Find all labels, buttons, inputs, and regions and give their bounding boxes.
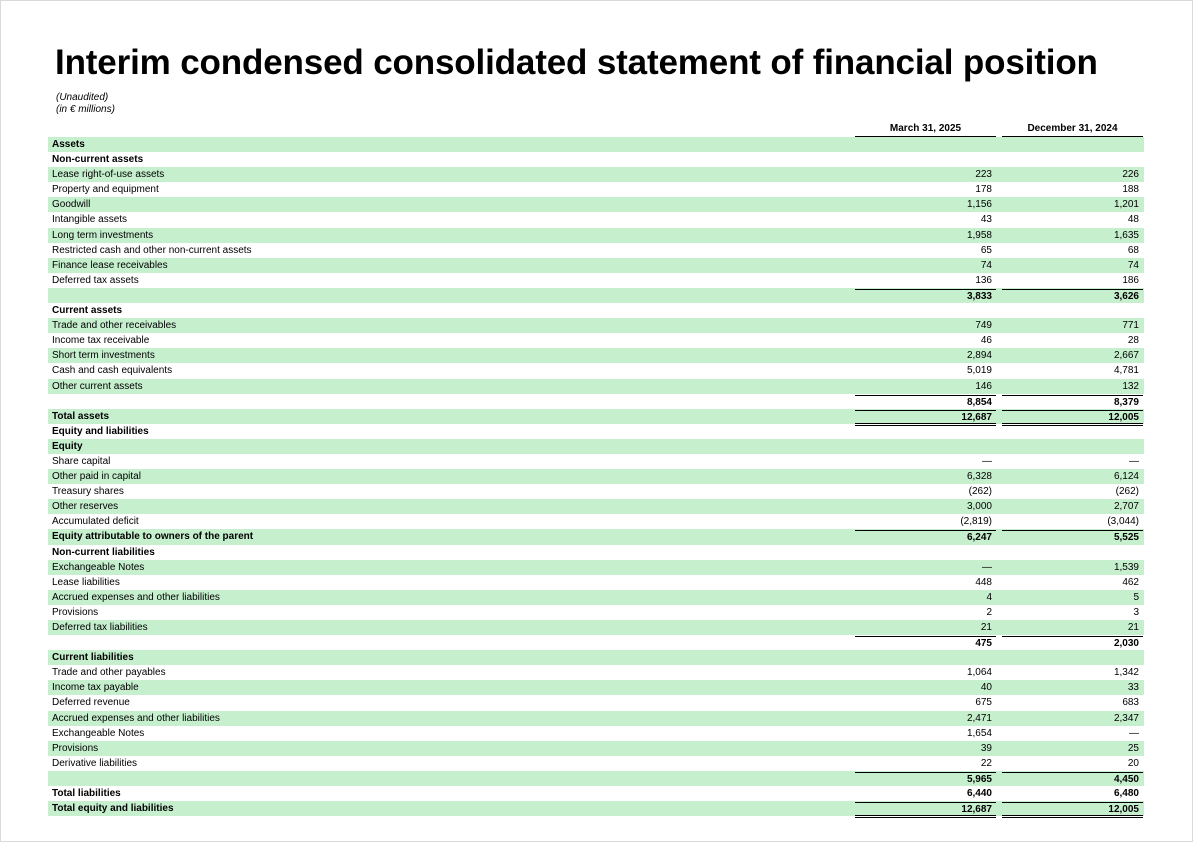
row-label: Trade and other payables [52, 667, 166, 679]
value-december-2024: 132 [1122, 380, 1139, 392]
row-label: Equity [52, 440, 83, 452]
value-march-2025: (262) [968, 486, 992, 498]
value-march-2025: 475 [855, 636, 996, 649]
value-december-2024: 5 [1133, 591, 1139, 603]
value-march-2025: — [982, 455, 992, 467]
value-december-2024: 188 [1122, 184, 1139, 196]
statement-table [48, 137, 1144, 816]
table-row [48, 590, 1144, 605]
value-december-2024: 5,525 [1002, 530, 1143, 543]
row-label: Accrued expenses and other liabilities [52, 591, 220, 603]
row-label: Intangible assets [52, 214, 128, 226]
row-label: Share capital [52, 455, 111, 467]
value-march-2025: 5,019 [966, 365, 992, 377]
table-row [48, 499, 1144, 514]
table-row [48, 273, 1144, 288]
value-march-2025: 8,854 [855, 395, 996, 408]
table-row [48, 258, 1144, 273]
value-march-2025: — [982, 561, 992, 573]
table-row [48, 167, 1144, 182]
value-december-2024: 771 [1122, 320, 1139, 332]
value-march-2025: 12,687 [855, 410, 996, 426]
value-march-2025: 65 [980, 244, 992, 256]
table-row [48, 665, 1144, 680]
page-title: Interim condensed consolidated statement of financial position [55, 43, 1098, 82]
value-december-2024: 1,539 [1113, 561, 1139, 573]
value-march-2025: 749 [975, 320, 992, 332]
value-december-2024: 2,030 [1002, 636, 1143, 649]
value-december-2024: 1,342 [1113, 667, 1139, 679]
subtotal-row [48, 635, 1144, 650]
row-label: Current assets [52, 305, 123, 317]
row-label: Property and equipment [52, 184, 159, 196]
value-december-2024: 2,707 [1113, 501, 1139, 513]
value-december-2024: (3,044) [1107, 516, 1139, 528]
table-row [48, 741, 1144, 756]
value-december-2024: 6,124 [1113, 471, 1139, 483]
row-label: Provisions [52, 606, 99, 618]
value-march-2025: 4 [986, 591, 992, 603]
table-row [48, 243, 1144, 258]
value-december-2024: 4,450 [1002, 772, 1143, 785]
table-row [48, 333, 1144, 348]
table-row [48, 228, 1144, 243]
subtotal-row [48, 288, 1144, 303]
row-label: Long term investments [52, 229, 154, 241]
row-label: Accrued expenses and other liabilities [52, 712, 220, 724]
value-december-2024: — [1129, 727, 1139, 739]
row-label: Exchangeable Notes [52, 727, 145, 739]
table-row [48, 137, 1144, 152]
table-row [48, 726, 1144, 741]
value-march-2025: 22 [980, 757, 992, 769]
value-march-2025: 6,440 [966, 788, 992, 800]
table-row [48, 529, 1144, 544]
row-label: Trade and other receivables [52, 320, 177, 332]
table-row [48, 348, 1144, 363]
table-row [48, 620, 1144, 635]
value-march-2025: 136 [975, 274, 992, 286]
value-march-2025: 1,064 [966, 667, 992, 679]
value-march-2025: 74 [980, 259, 992, 271]
value-march-2025: 21 [980, 622, 992, 633]
value-march-2025: 6,247 [855, 530, 996, 543]
row-label: Short term investments [52, 350, 155, 362]
value-december-2024: 3 [1133, 606, 1139, 618]
table-row [48, 318, 1144, 333]
table-row [48, 439, 1144, 454]
row-label: Total liabilities [52, 788, 121, 800]
table-row [48, 560, 1144, 575]
table-row [48, 182, 1144, 197]
row-label: Deferred tax liabilities [52, 622, 148, 633]
value-december-2024: 2,347 [1113, 712, 1139, 724]
value-december-2024: 20 [1127, 757, 1139, 769]
value-december-2024: (262) [1115, 486, 1139, 498]
value-december-2024: 6,480 [1113, 788, 1139, 800]
row-label: Treasury shares [52, 486, 124, 498]
value-december-2024: 1,201 [1113, 199, 1139, 211]
value-december-2024: 12,005 [1002, 802, 1143, 818]
table-row [48, 363, 1144, 378]
row-label: Accumulated deficit [52, 516, 139, 528]
row-label: Deferred tax assets [52, 274, 139, 286]
value-december-2024: 48 [1127, 214, 1139, 226]
value-december-2024: 21 [1127, 622, 1139, 633]
row-label: Non-current liabilities [52, 546, 155, 558]
value-march-2025: 1,156 [966, 199, 992, 211]
value-march-2025: 3,833 [855, 289, 996, 302]
table-row [48, 379, 1144, 394]
value-december-2024: 2,667 [1113, 350, 1139, 362]
table-row [48, 801, 1144, 816]
row-label: Deferred revenue [52, 697, 130, 709]
row-label: Derivative liabilities [52, 757, 138, 769]
table-row [48, 680, 1144, 695]
row-label: Current liabilities [52, 652, 134, 664]
row-label: Goodwill [52, 199, 91, 211]
value-march-2025: 223 [975, 169, 992, 181]
currency-note: (in € millions) [56, 104, 115, 115]
value-march-2025: 2 [986, 606, 992, 618]
row-label: Assets [52, 139, 85, 150]
value-march-2025: 2,471 [966, 712, 992, 724]
table-row [48, 514, 1144, 529]
value-december-2024: 4,781 [1113, 365, 1139, 377]
value-december-2024: 33 [1127, 682, 1139, 694]
column-header-december-2024: December 31, 2024 [1002, 123, 1143, 137]
row-label: Lease liabilities [52, 576, 120, 588]
value-december-2024: 186 [1122, 274, 1139, 286]
value-march-2025: 146 [975, 380, 992, 392]
table-row [48, 469, 1144, 484]
table-row [48, 650, 1144, 665]
value-march-2025: 1,958 [966, 229, 992, 241]
table-row [48, 197, 1144, 212]
table-row [48, 409, 1144, 424]
table-row [48, 454, 1144, 469]
column-header-march-2025: March 31, 2025 [855, 123, 996, 137]
row-label: Lease right-of-use assets [52, 169, 165, 181]
table-row [48, 424, 1144, 439]
table-row [48, 303, 1144, 318]
table-row [48, 711, 1144, 726]
row-label: Cash and cash equivalents [52, 365, 173, 377]
row-label: Other paid in capital [52, 471, 141, 483]
table-row [48, 545, 1144, 560]
value-december-2024: 25 [1127, 742, 1139, 754]
table-row [48, 575, 1144, 590]
subtotal-row [48, 394, 1144, 409]
value-december-2024: 8,379 [1002, 395, 1143, 408]
value-march-2025: 12,687 [855, 802, 996, 818]
table-row [48, 152, 1144, 167]
value-december-2024: 462 [1122, 576, 1139, 588]
row-label: Equity attributable to owners of the parent [52, 531, 254, 543]
value-march-2025: (2,819) [960, 516, 992, 528]
row-label: Total assets [52, 410, 110, 422]
value-december-2024: 683 [1122, 697, 1139, 709]
value-march-2025: 6,328 [966, 471, 992, 483]
table-row [48, 212, 1144, 227]
row-label: Equity and liabilities [52, 425, 149, 437]
row-label: Non-current assets [52, 154, 144, 166]
value-march-2025: 39 [980, 742, 992, 754]
value-march-2025: 178 [975, 184, 992, 196]
value-march-2025: 675 [975, 697, 992, 709]
row-label: Total equity and liabilities [52, 803, 174, 815]
row-label: Finance lease receivables [52, 259, 168, 271]
row-label: Provisions [52, 742, 99, 754]
value-december-2024: — [1129, 455, 1139, 467]
value-december-2024: 12,005 [1002, 410, 1143, 426]
row-label: Exchangeable Notes [52, 561, 145, 573]
value-december-2024: 68 [1127, 244, 1139, 256]
row-label: Income tax receivable [52, 335, 150, 347]
value-march-2025: 5,965 [855, 772, 996, 785]
subtotal-row [48, 771, 1144, 786]
value-december-2024: 28 [1127, 335, 1139, 347]
row-label: Other current assets [52, 380, 143, 392]
row-label: Restricted cash and other non-current assets [52, 244, 252, 256]
row-label: Income tax payable [52, 682, 139, 694]
value-december-2024: 1,635 [1113, 229, 1139, 241]
value-march-2025: 40 [980, 682, 992, 694]
value-march-2025: 46 [980, 335, 992, 347]
value-march-2025: 3,000 [966, 501, 992, 513]
unaudited-note: (Unaudited) [56, 92, 109, 103]
value-march-2025: 448 [975, 576, 992, 588]
value-december-2024: 74 [1127, 259, 1139, 271]
value-march-2025: 2,894 [966, 350, 992, 362]
row-label: Other reserves [52, 501, 119, 513]
table-row [48, 756, 1144, 771]
value-march-2025: 1,654 [966, 727, 992, 739]
value-december-2024: 3,626 [1002, 289, 1143, 302]
table-row [48, 605, 1144, 620]
table-row [48, 695, 1144, 710]
value-december-2024: 226 [1122, 169, 1139, 181]
value-march-2025: 43 [980, 214, 992, 226]
table-row [48, 484, 1144, 499]
table-row [48, 786, 1144, 801]
